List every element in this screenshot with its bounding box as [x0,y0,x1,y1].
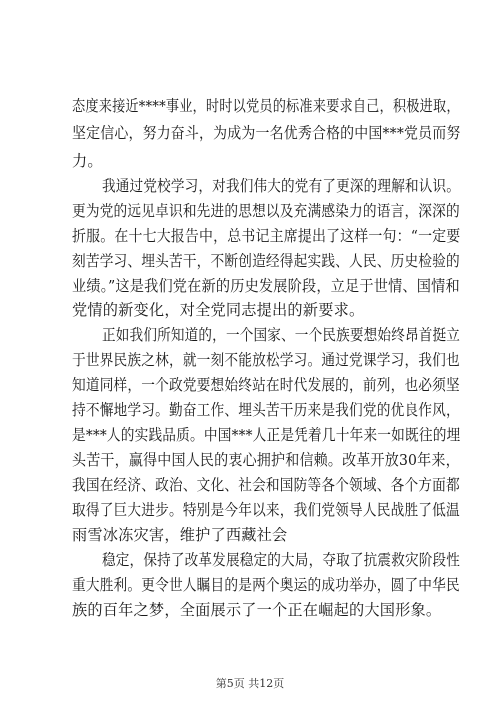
text-line: 刻苦学习、埋头苦干，不断创造经得起实践、人民、历史检验的 [72,252,460,270]
text-line: 重大胜利。更令世人瞩目的是两个奥运的成功举办，圆了中华民 [72,576,460,594]
text-line: 持不懈地学习。勤奋工作、埋头苦干历来是我们党的优良作风， [72,401,460,419]
text-line: 取得了巨大进步。特别是今年以来，我们党领导人民战胜了低温 [72,501,460,519]
text-line: 稳定，保持了改革发展稳定的大局，夺取了抗震救灾阶段性 [102,551,461,569]
text-line: 业绩。”这是我们党在新的历史发展阶段，立足于世情、国情和 [72,277,460,295]
text-line: 力。 [72,152,103,170]
text-line: 正如我们所知道的，一个国家、一个民族要想始终昂首挺立 [102,326,461,344]
text-line: 知道同样，一个政党要想始终站在时代发展的，前列，也必须坚 [72,376,460,394]
text-line: 党情的新变化，对全党同志提出的新要求。 [72,301,365,319]
text-line: 我国在经济、政治、文化、社会和国防等各个领域、各个方面都 [72,476,460,494]
page-number-footer: 第5页 共12页 [215,677,285,690]
text-line: 坚定信心，努力奋斗，为成为一名优秀合格的中国***党员而努 [72,124,461,142]
text-line: 态度来接近****事业，时时以党员的标准来要求自己，积极进取， [72,97,460,115]
text-line: 是***人的实践品质。中国***人正是凭着几十年来一如既往的埋 [72,426,461,444]
text-line: 于世界民族之林，就一刻不能放松学习。通过党课学习，我们也 [72,351,460,369]
text-line: 雨雪冰冻灾害，维护了西藏社会 [72,526,288,544]
text-line: 更为党的远见卓识和先进的思想以及充满感染力的语言，深深的 [72,202,460,220]
text-line: 折服。在十七大报告中，总书记主席提出了这样一句：“一定要 [72,227,461,245]
text-line: 我通过党校学习，对我们伟大的党有了更深的理解和认识。 [102,177,461,195]
text-line: 头苦干，赢得中国人民的衷心拥护和信赖。改革开放30年来， [72,451,460,469]
text-line: 族的百年之梦，全面展示了一个正在崛起的大国形象。 [72,601,442,619]
